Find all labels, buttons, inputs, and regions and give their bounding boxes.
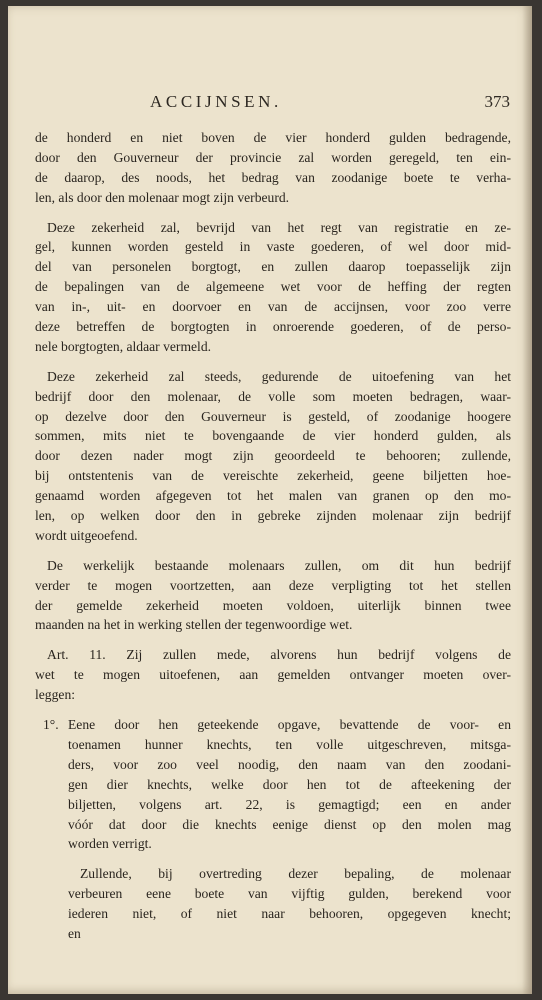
text-line: Deze zekerheid zal steeds, gedurende de uitoefening van het — [47, 368, 511, 384]
text-line: door den Gouverneur der provincie zal worden geregeld, ten ein- — [35, 149, 511, 165]
text-line: de daarop, des noods, het bedrag van zoodanige boete te verha- — [35, 169, 511, 185]
article-11 — [35, 645, 511, 705]
text-line: bij ontstentenis van de vereischte zekerheid, geene biljetten hoe- — [35, 468, 511, 484]
text-line: gen dier knechts, welke door hen tot de afteekening der — [68, 776, 511, 792]
text-line: en — [68, 925, 81, 941]
text-line: ders, voor zoo veel noodig, den naam van den zoodani- — [68, 756, 511, 772]
text-line: leggen: — [35, 687, 76, 703]
paragraph-3 — [35, 367, 511, 546]
text-line: op dezelve door den Gouverneur is gesteld, of zoodanige hoogere — [35, 408, 511, 424]
text-line: Deze zekerheid zal, bevrijd van het regt van registratie en ze- — [47, 219, 511, 235]
text-line: genaamd worden afgegeven tot het malen van granen op den mo- — [35, 488, 511, 504]
text-line: vóór dat door die knechts eenige dienst op den molen mag — [68, 816, 511, 832]
text-line: del van personelen borgtogt, en zullen daarop toepasselijk zijn — [35, 259, 511, 275]
penalty-paragraph — [35, 864, 511, 944]
text-line: biljetten, volgens art. 22, is gemagtigd; een en ander — [68, 796, 511, 812]
text-line: der gemelde zekerheid moeten voldoen, uiterlijk binnen twee — [35, 597, 511, 613]
text-line: de honderd en niet boven de vier honderd gulden bedragende, — [35, 130, 511, 145]
body-text — [35, 128, 511, 954]
text-line: deze betreffen de borgtogten in onroerende goederen, of de perso- — [35, 319, 511, 335]
item-number: 1°. — [43, 717, 59, 733]
text-line: worden verrigt. — [68, 836, 152, 852]
text-line: door dezen nader mogt zijn geoordeeld te behooren; zullende, — [35, 448, 511, 464]
page-number: 373 — [484, 92, 510, 111]
text-line: nele borgtogten, aldaar vermeld. — [35, 338, 212, 354]
text-line: verder te mogen voortzetten, aan deze verpligting tot het stellen — [35, 577, 511, 593]
text-line: len, als door den molenaar mogt zijn verbeurd. — [35, 189, 290, 205]
paragraph-4 — [35, 556, 511, 636]
page-edge-shadow — [522, 6, 532, 994]
text-line: wet te mogen uitoefenen, aan gemelden ontvanger moeten over- — [35, 667, 511, 683]
text-line: Eene door hen geteekende opgave, bevattende de voor- en — [68, 717, 511, 733]
text-line: van in-, uit- en doorvoer en van de accijnsen, voor zoo verre — [35, 299, 511, 315]
paragraph-1 — [35, 128, 511, 208]
list-item-1 — [35, 715, 511, 854]
text-line: Zullende, bij overtreding dezer bepaling, de molenaar — [80, 866, 511, 882]
text-line: bedrijf door den molenaar, de volle som moeten bedragen, waar- — [35, 388, 511, 404]
text-line: sommen, mits niet te bovengaande de vier honderd gulden, als — [35, 428, 511, 444]
page-header — [8, 92, 532, 116]
running-title: ACCIJNSEN. — [150, 92, 282, 111]
text-line: maanden na het in werking stellen der tegenwoordige wet. — [35, 617, 353, 633]
paragraph-2 — [35, 218, 511, 357]
text-line: wordt uitgeoefend. — [35, 527, 138, 543]
text-line: verbeuren eene boete van vijftig gulden, berekend voor — [68, 886, 511, 902]
text-line: len, op welken door den in gebreke zijnden molenaar zijn bedrijf — [35, 508, 511, 524]
text-line: iederen niet, of niet naar behooren, opgegeven knecht; — [68, 906, 511, 922]
text-line: gel, kunnen worden gesteld in vaste goederen, of wel door mid- — [35, 239, 511, 255]
text-line: Art. 11. Zij zullen mede, alvorens hun bedrijf volgens de — [47, 647, 511, 663]
text-line: toenamen hunner knechts, ten volle uitgeschreven, mitsga- — [68, 736, 511, 752]
book-page — [8, 6, 532, 994]
text-line: De werkelijk bestaande molenaars zullen, om dit hun bedrijf — [47, 557, 511, 573]
text-line: de bepalingen van de algemeene wet voor de heffing der regten — [35, 279, 511, 295]
